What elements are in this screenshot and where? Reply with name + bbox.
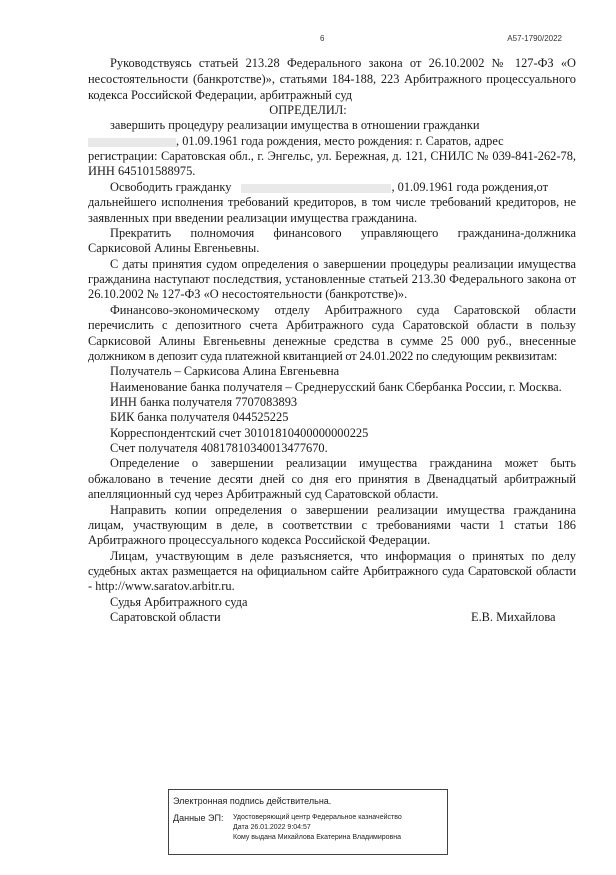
paragraph-line: заявленных при введении реализации имущества гражданина. (88, 211, 418, 225)
paragraph-line: Саркисовой Алины Евгеньевны денежные средства в сумме 25 000 руб., внесенные (88, 334, 576, 348)
paragraph-line: Направить копии определения о завершении реализации имущества гражданина (110, 503, 576, 517)
paragraph-line: завершить процедуру реализации имущества в отношении гражданки (110, 118, 480, 132)
paragraph-line: С даты принятия судом определения о завершении процедуры реализации имущества (110, 257, 576, 271)
ruling-heading: ОПРЕДЕЛИЛ: (269, 103, 347, 117)
requisite-inn: ИНН банка получателя 7707083893 (110, 395, 298, 409)
paragraph-line: Финансово-экономическому отделу Арбитражного суда Саратовской области (110, 303, 576, 317)
paragraph-line-redacted: , 01.09.1961 года рождения, место рождения: г. Саратов, адрес (88, 134, 576, 149)
redacted-name (241, 184, 391, 193)
signature-issuer: Удостоверяющий центр Федеральное казначейство (233, 814, 402, 821)
paragraph-line: Руководствуясь статьей 213.28 Федерального закона от 26.10.2002 № 127-ФЗ «О (110, 56, 576, 70)
paragraph-line: Саркисовой Алины Евгеньевны. (88, 241, 260, 255)
paragraph-line: Прекратить полномочия финансового управляющего гражданина-должника (110, 226, 576, 240)
case-number: А57-1790/2022 (507, 34, 562, 43)
paragraph-line: ИНН 645101588975. (88, 164, 196, 178)
signature-data-label: Данные ЭП: (173, 813, 224, 823)
paragraph-line: апелляционный суд через Арбитражный суд Саратовской области. (88, 487, 439, 501)
requisite-account: Счет получателя 40817810340013477670. (110, 441, 328, 455)
judge-title-line2: Саратовской области (110, 610, 221, 624)
paragraph-line-redacted: Освободить гражданку , 01.09.1961 года рождения,от (110, 180, 548, 194)
paragraph-line: обжаловано в течение десяти дней со дня его принятия в Двенадцатый арбитражный (88, 472, 576, 486)
paragraph-line: Лицам, участвующим в деле разъясняется, что информация о принятых по делу (110, 549, 576, 563)
requisite-bank: Наименование банка получателя – Среднерусский банк Сбербанка России, г. Москва. (110, 380, 562, 394)
paragraph-line: перечислить с депозитного счета Арбитражного суда Саратовской области в пользу (88, 318, 576, 332)
paragraph-line: лицам, участвующим в деле, в соответствии с требованиями части 1 статьи 186 (88, 518, 576, 532)
requisite-bik: БИК банка получателя 044525225 (110, 410, 289, 424)
paragraph-line: несостоятельности (банкротстве)», статьями 184-188, 223 Арбитражного процессуального (88, 72, 576, 86)
paragraph-line: дальнейшего исполнения требований кредиторов, в том числе требований кредиторов, не (88, 195, 576, 209)
requisite-recipient: Получатель – Саркисова Алина Евгеньевна (110, 364, 340, 378)
paragraph-line: судебных актах размещается на официальном сайте Арбитражного суда Саратовской области (88, 564, 576, 578)
signature-valid-text: Электронная подпись действительна. (173, 796, 332, 806)
paragraph-line: 26.10.2002 № 127-ФЗ «О несостоятельности (банкротстве)». (88, 287, 408, 301)
page-number: 6 (320, 34, 325, 43)
signature-issued-to: Кому выдана Михайлова Екатерина Владимировна (233, 834, 402, 841)
requisite-corr-account: Корреспондентский счет 30101810400000000225 (110, 426, 369, 440)
redacted-name (88, 138, 176, 147)
electronic-signature-stamp (168, 789, 448, 855)
judge-title-line1: Судья Арбитражного суда (110, 595, 248, 609)
judge-name: Е.В. Михайлова (471, 610, 556, 624)
website-link: - http://www.saratov.arbitr.ru. (88, 579, 235, 593)
paragraph-line: должником в депозит суда платежной квитанцией от 24.01.2022 по следующим реквизитам: (88, 349, 558, 363)
paragraph-line: гражданина наступают последствия, установленные статьей 213.30 Федерального закона от (88, 272, 576, 286)
paragraph-line: Определение о завершении реализации имущества гражданина может быть (110, 456, 576, 470)
signature-date: Дата 26.01.2022 9:04:57 (233, 824, 311, 831)
paragraph-line: Арбитражного процессуального кодекса Российской Федерации. (88, 533, 431, 547)
paragraph-line: кодекса Российской Федерации, арбитражный суд (88, 88, 353, 102)
paragraph-line: регистрации: Саратовская обл., г. Энгельс, ул. Бережная, д. 121, СНИЛС № 039-841-262-78, (88, 149, 576, 163)
